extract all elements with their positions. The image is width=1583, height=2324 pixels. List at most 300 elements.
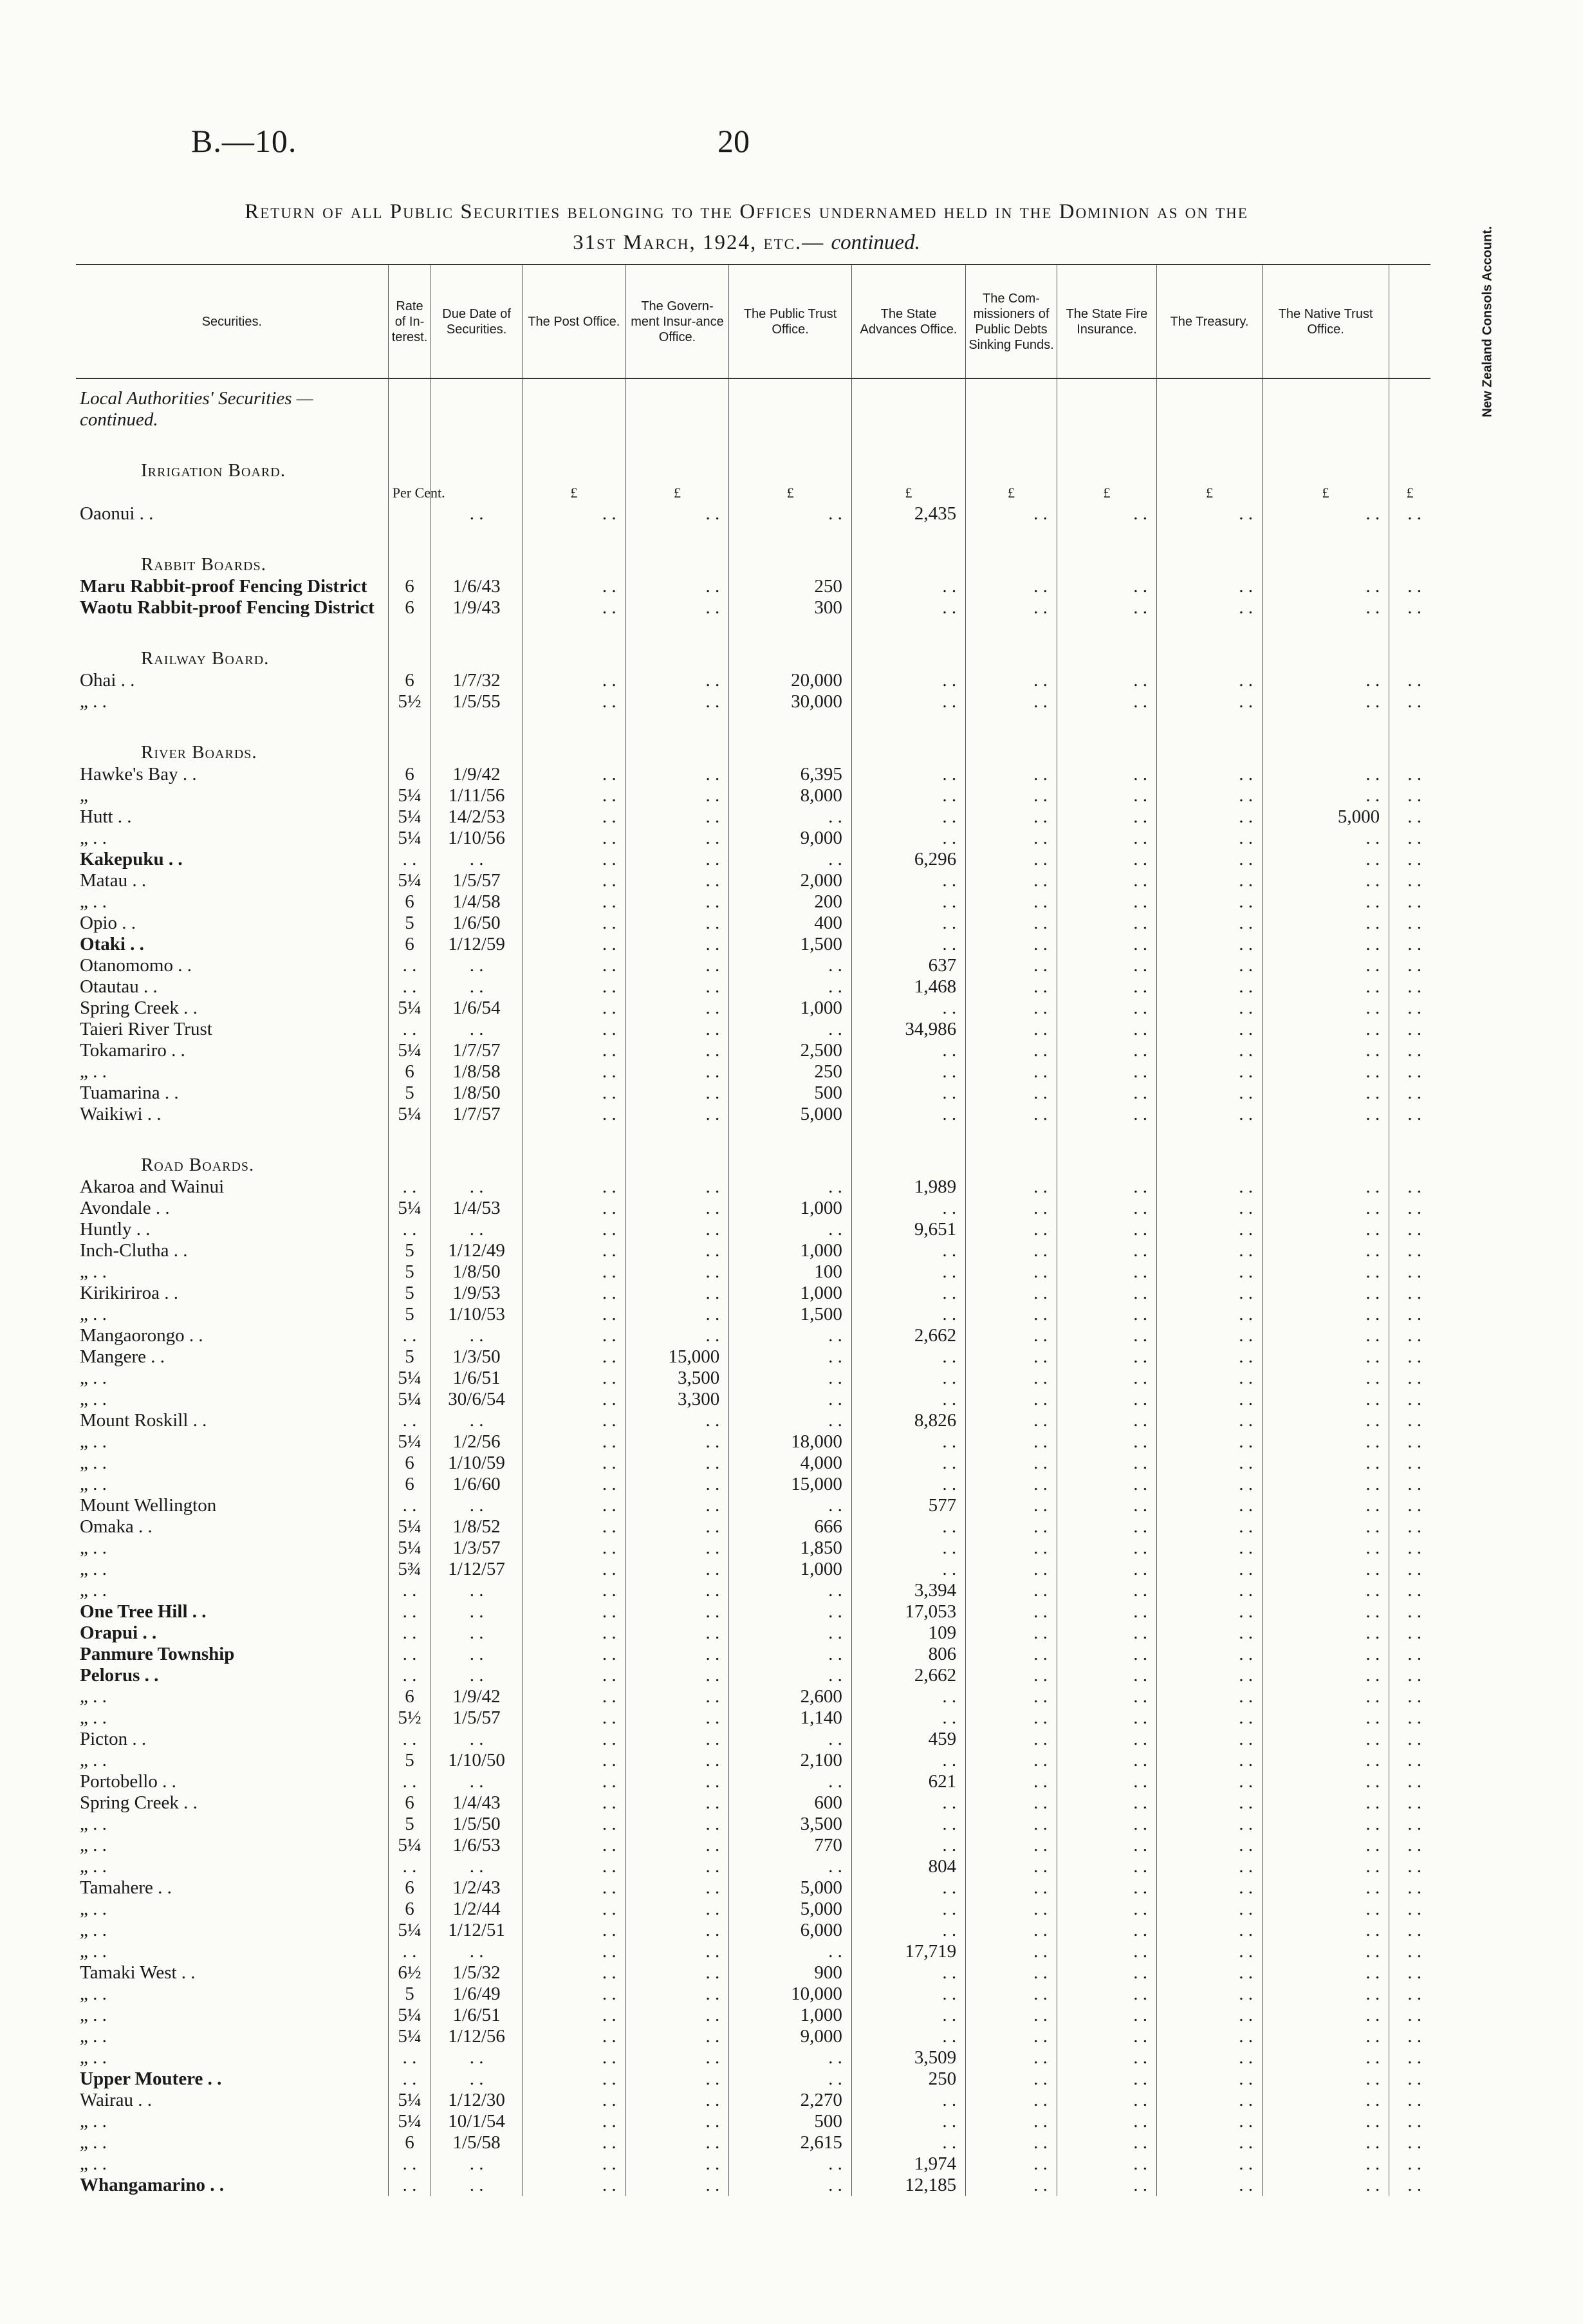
- cell-due: 14/2/53: [431, 806, 523, 828]
- cell-statefire: . .: [1057, 1495, 1156, 1516]
- cell-security: „ . .: [80, 2111, 107, 2132]
- cell-stateadv: 3,509: [851, 2047, 965, 2068]
- cell-due: 1/11/56: [431, 785, 523, 806]
- cell-statefire: . .: [1057, 1835, 1156, 1856]
- cell-security: Ohai . .: [80, 670, 135, 691]
- cell-treasury: . .: [1156, 1240, 1262, 1261]
- column-header-public-trust: The Public Trust Office.: [729, 265, 852, 378]
- cell-treasury: . .: [1156, 976, 1262, 998]
- cell-stateadv: 2,435: [851, 503, 965, 525]
- cell-pubtrust: . .: [729, 1389, 852, 1410]
- table-row: [76, 1325, 1430, 1346]
- cell-pubtrust: . .: [729, 1941, 852, 1962]
- units-cell-currency: £: [851, 482, 965, 503]
- cell-security: „ . .: [80, 1686, 107, 1707]
- cell-rate: 5¼: [388, 2005, 430, 2026]
- cell-stateadv: . .: [851, 1750, 965, 1771]
- cell-commissioners: . .: [966, 785, 1057, 806]
- cell-native: . .: [1262, 828, 1389, 849]
- empty-cell: [431, 378, 523, 431]
- cell-post: . .: [523, 976, 626, 998]
- cell-post: . .: [523, 1261, 626, 1283]
- cell-commissioners: . .: [966, 849, 1057, 870]
- cell-post: . .: [523, 1474, 626, 1495]
- cell-security: „ . .: [80, 1474, 107, 1494]
- cell-post: . .: [523, 891, 626, 913]
- cell-post: . .: [523, 1516, 626, 1538]
- cell-native: . .: [1262, 1083, 1389, 1104]
- cell-govins: . .: [625, 597, 729, 618]
- cell-pubtrust: 1,000: [729, 1198, 852, 1219]
- cell-pubtrust: 600: [729, 1792, 852, 1814]
- cell-security: Taieri River Trust: [80, 1019, 212, 1039]
- cell-stateadv: . .: [851, 1040, 965, 1061]
- cell-native: . .: [1262, 1410, 1389, 1431]
- cell-security: „ . .: [80, 1750, 107, 1771]
- cell-native: . .: [1262, 976, 1389, 998]
- cell-govins: . .: [625, 1538, 729, 1559]
- cell-statefire: . .: [1057, 1538, 1156, 1559]
- cell-stateadv: . .: [851, 670, 965, 691]
- cell-statefire: . .: [1057, 1410, 1156, 1431]
- cell-security: Mangere . .: [80, 1346, 165, 1367]
- cell-pubtrust: . .: [729, 955, 852, 976]
- cell-security: „ . .: [80, 1814, 107, 1834]
- cell-commissioners: . .: [966, 1083, 1057, 1104]
- cell-stateadv: 1,974: [851, 2153, 965, 2175]
- cell-pubtrust: 5,000: [729, 1899, 852, 1920]
- cell-post: . .: [523, 1601, 626, 1622]
- cell-due: 1/6/49: [431, 1984, 523, 2005]
- cell-post: . .: [523, 1729, 626, 1750]
- cell-security: „ . .: [80, 2005, 107, 2025]
- cell-native: . .: [1262, 1877, 1389, 1899]
- cell-due: 1/9/42: [431, 764, 523, 785]
- cell-stateadv: . .: [851, 1792, 965, 1814]
- cell-statefire: . .: [1057, 2090, 1156, 2111]
- table-header-row: [76, 265, 1430, 378]
- cell-statefire: . .: [1057, 870, 1156, 891]
- cell-rate: 6: [388, 670, 430, 691]
- table-row: [76, 2153, 1430, 2175]
- cell-rate: 5¼: [388, 1538, 430, 1559]
- cell-security: Tokamariro . .: [80, 1040, 185, 1061]
- cell-commissioners: . .: [966, 1389, 1057, 1410]
- section-row: [76, 378, 1430, 431]
- cell-security: Huntly . .: [80, 1219, 151, 1240]
- cell-native: . .: [1262, 1346, 1389, 1368]
- cell-treasury: . .: [1156, 1516, 1262, 1538]
- cell-consols: . .: [1389, 2047, 1430, 2068]
- cell-statefire: . .: [1057, 1083, 1156, 1104]
- cell-native: . .: [1262, 998, 1389, 1019]
- cell-rate: 5: [388, 1984, 430, 2005]
- cell-commissioners: . .: [966, 1474, 1057, 1495]
- cell-consols: . .: [1389, 976, 1430, 998]
- empty-cell: [851, 618, 965, 670]
- cell-commissioners: . .: [966, 1538, 1057, 1559]
- cell-govins: . .: [625, 1019, 729, 1040]
- cell-treasury: . .: [1156, 1814, 1262, 1835]
- cell-govins: . .: [625, 1040, 729, 1061]
- column-header-consols: [1389, 225, 1495, 418]
- table-row: [76, 806, 1430, 828]
- cell-security: Pelorus . .: [80, 1665, 159, 1686]
- cell-commissioners: . .: [966, 891, 1057, 913]
- cell-stateadv: 9,651: [851, 1219, 965, 1240]
- table-row: [76, 1920, 1430, 1941]
- empty-cell: [1057, 1125, 1156, 1176]
- cell-native: . .: [1262, 1104, 1389, 1125]
- cell-native: . .: [1262, 1389, 1389, 1410]
- cell-due: 1/12/57: [431, 1559, 523, 1580]
- cell-consols: . .: [1389, 597, 1430, 618]
- cell-rate: . .: [388, 1644, 430, 1665]
- table-row: [76, 1219, 1430, 1240]
- empty-cell: [431, 1125, 523, 1176]
- table-row: [76, 1750, 1430, 1771]
- cell-commissioners: . .: [966, 1835, 1057, 1856]
- cell-due: 1/6/51: [431, 2005, 523, 2026]
- cell-govins: . .: [625, 806, 729, 828]
- cell-treasury: . .: [1156, 1083, 1262, 1104]
- cell-pubtrust: 2,500: [729, 1040, 852, 1061]
- cell-commissioners: . .: [966, 2090, 1057, 2111]
- cell-post: . .: [523, 1984, 626, 2005]
- cell-pubtrust: 1,000: [729, 1240, 852, 1261]
- table-row: [76, 1104, 1430, 1125]
- cell-rate: . .: [388, 2153, 430, 2175]
- cell-rate: . .: [388, 976, 430, 998]
- cell-security: Otautau . .: [80, 976, 158, 997]
- cell-commissioners: . .: [966, 1792, 1057, 1814]
- cell-statefire: . .: [1057, 1453, 1156, 1474]
- table-row: [76, 1707, 1430, 1729]
- page-number: 20: [717, 123, 750, 159]
- cell-native: . .: [1262, 691, 1389, 712]
- cell-consols: . .: [1389, 1474, 1430, 1495]
- cell-due: 1/7/57: [431, 1104, 523, 1125]
- table-row: [76, 1941, 1430, 1962]
- cell-commissioners: . .: [966, 1495, 1057, 1516]
- cell-pubtrust: 1,500: [729, 1304, 852, 1325]
- cell-commissioners: . .: [966, 1104, 1057, 1125]
- section-row: [76, 525, 1430, 576]
- cell-rate: 5: [388, 1814, 430, 1835]
- cell-stateadv: 6,296: [851, 849, 965, 870]
- table-row: [76, 955, 1430, 976]
- cell-post: . .: [523, 1665, 626, 1686]
- cell-treasury: . .: [1156, 913, 1262, 934]
- empty-cell: [625, 1125, 729, 1176]
- cell-native: . .: [1262, 1665, 1389, 1686]
- cell-post: . .: [523, 1040, 626, 1061]
- cell-pubtrust: . .: [729, 1644, 852, 1665]
- cell-stateadv: 17,053: [851, 1601, 965, 1622]
- cell-treasury: . .: [1156, 1219, 1262, 1240]
- cell-consols: . .: [1389, 1686, 1430, 1707]
- cell-stateadv: . .: [851, 870, 965, 891]
- cell-security: „ . .: [80, 1920, 107, 1940]
- cell-pubtrust: 3,500: [729, 1814, 852, 1835]
- cell-post: . .: [523, 1304, 626, 1325]
- cell-post: . .: [523, 1750, 626, 1771]
- column-header-native-trust: The Native Trust Office.: [1262, 265, 1389, 378]
- cell-due: . .: [431, 1644, 523, 1665]
- cell-native: . .: [1262, 1559, 1389, 1580]
- cell-treasury: . .: [1156, 849, 1262, 870]
- empty-cell: [966, 378, 1057, 431]
- cell-consols: . .: [1389, 2175, 1430, 2196]
- cell-statefire: . .: [1057, 934, 1156, 955]
- cell-native: . .: [1262, 1040, 1389, 1061]
- units-cell-currency: £: [729, 482, 852, 503]
- cell-commissioners: . .: [966, 576, 1057, 597]
- cell-security: „: [80, 785, 88, 806]
- cell-pubtrust: 10,000: [729, 1984, 852, 2005]
- cell-security: Wairau . .: [80, 2090, 153, 2110]
- cell-govins: . .: [625, 955, 729, 976]
- cell-native: . .: [1262, 913, 1389, 934]
- cell-consols: . .: [1389, 764, 1430, 785]
- cell-security: Tuamarina . .: [80, 1083, 179, 1103]
- cell-due: . .: [431, 1856, 523, 1877]
- cell-pubtrust: 5,000: [729, 1104, 852, 1125]
- cell-statefire: . .: [1057, 1729, 1156, 1750]
- cell-security: „ . .: [80, 828, 107, 848]
- empty-cell: [1057, 525, 1156, 576]
- cell-rate: . .: [388, 1601, 430, 1622]
- empty-cell: [966, 618, 1057, 670]
- cell-post: . .: [523, 1410, 626, 1431]
- cell-treasury: . .: [1156, 764, 1262, 785]
- cell-consols: . .: [1389, 1899, 1430, 1920]
- cell-treasury: . .: [1156, 1962, 1262, 1984]
- cell-statefire: . .: [1057, 1707, 1156, 1729]
- cell-native: . .: [1262, 2111, 1389, 2132]
- empty-cell: [1156, 1125, 1262, 1176]
- cell-post: . .: [523, 1580, 626, 1601]
- cell-treasury: . .: [1156, 1431, 1262, 1453]
- cell-statefire: . .: [1057, 1856, 1156, 1877]
- cell-commissioners: . .: [966, 1686, 1057, 1707]
- cell-commissioners: . .: [966, 1325, 1057, 1346]
- cell-consols: . .: [1389, 2132, 1430, 2153]
- cell-rate: 5¼: [388, 998, 430, 1019]
- cell-govins: . .: [625, 1559, 729, 1580]
- cell-due: 1/9/53: [431, 1283, 523, 1304]
- cell-consols: . .: [1389, 785, 1430, 806]
- cell-stateadv: 806: [851, 1644, 965, 1665]
- cell-security: „ . .: [80, 1061, 107, 1082]
- cell-commissioners: . .: [966, 1219, 1057, 1240]
- empty-cell: [1262, 1125, 1389, 1176]
- table-row: [76, 1368, 1430, 1389]
- units-cell-currency: £: [1156, 482, 1262, 503]
- cell-rate: 5¼: [388, 828, 430, 849]
- cell-stateadv: . .: [851, 998, 965, 1019]
- cell-due: 1/5/55: [431, 691, 523, 712]
- cell-security: „ . .: [80, 1559, 107, 1579]
- cell-commissioners: . .: [966, 1368, 1057, 1389]
- empty-cell: [729, 525, 852, 576]
- empty-cell: [431, 525, 523, 576]
- cell-govins: . .: [625, 1104, 729, 1125]
- cell-consols: . .: [1389, 1219, 1430, 1240]
- cell-consols: . .: [1389, 1410, 1430, 1431]
- cell-post: . .: [523, 1707, 626, 1729]
- table-row: [76, 2026, 1430, 2047]
- cell-consols: . .: [1389, 1240, 1430, 1261]
- cell-commissioners: . .: [966, 1622, 1057, 1644]
- cell-stateadv: . .: [851, 1474, 965, 1495]
- table-row: [76, 934, 1430, 955]
- empty-cell: [851, 712, 965, 764]
- cell-treasury: . .: [1156, 1941, 1262, 1962]
- cell-stateadv: . .: [851, 1538, 965, 1559]
- cell-rate: 6: [388, 2132, 430, 2153]
- cell-consols: . .: [1389, 1984, 1430, 2005]
- cell-pubtrust: 100: [729, 1261, 852, 1283]
- section-heading-label: Irrigation Board.: [141, 460, 286, 481]
- cell-security: Upper Moutere . .: [80, 2068, 222, 2089]
- cell-security: „ . .: [80, 1984, 107, 2004]
- cell-stateadv: . .: [851, 891, 965, 913]
- cell-commissioners: . .: [966, 1261, 1057, 1283]
- cell-rate: . .: [388, 1580, 430, 1601]
- cell-commissioners: . .: [966, 1431, 1057, 1453]
- column-header-consols-text: New Zealand Consols Account.: [1480, 225, 1495, 418]
- cell-due: 1/12/30: [431, 2090, 523, 2111]
- cell-post: . .: [523, 785, 626, 806]
- section-row: [76, 1125, 1430, 1176]
- cell-due: 1/6/53: [431, 1835, 523, 1856]
- cell-pubtrust: . .: [729, 1601, 852, 1622]
- cell-due: 1/7/57: [431, 1040, 523, 1061]
- cell-rate: . .: [388, 1941, 430, 1962]
- cell-post: . .: [523, 870, 626, 891]
- cell-due: 1/12/49: [431, 1240, 523, 1261]
- empty-cell: [523, 525, 626, 576]
- cell-post: . .: [523, 1389, 626, 1410]
- empty-cell: [1262, 378, 1389, 431]
- cell-consols: . .: [1389, 870, 1430, 891]
- table-row: [76, 1431, 1430, 1453]
- cell-security: Orapui . .: [80, 1622, 157, 1643]
- table-row: [76, 1019, 1430, 1040]
- table-row: [76, 1516, 1430, 1538]
- cell-statefire: . .: [1057, 998, 1156, 1019]
- cell-stateadv: . .: [851, 1877, 965, 1899]
- cell-consols: . .: [1389, 1622, 1430, 1644]
- cell-due: . .: [431, 1771, 523, 1792]
- cell-pubtrust: 1,000: [729, 1283, 852, 1304]
- cell-due: 1/6/54: [431, 998, 523, 1019]
- cell-native: . .: [1262, 2090, 1389, 2111]
- cell-post: . .: [523, 1920, 626, 1941]
- cell-pubtrust: 30,000: [729, 691, 852, 712]
- table-row: [76, 1814, 1430, 1835]
- cell-pubtrust: 500: [729, 1083, 852, 1104]
- cell-pubtrust: 6,395: [729, 764, 852, 785]
- cell-due: 1/3/57: [431, 1538, 523, 1559]
- cell-treasury: . .: [1156, 670, 1262, 691]
- cell-commissioners: . .: [966, 1814, 1057, 1835]
- cell-govins: . .: [625, 2026, 729, 2047]
- cell-stateadv: . .: [851, 1984, 965, 2005]
- cell-due: 1/8/58: [431, 1061, 523, 1083]
- cell-pubtrust: . .: [729, 1495, 852, 1516]
- cell-statefire: . .: [1057, 1601, 1156, 1622]
- table-row: [76, 1198, 1430, 1219]
- cell-native: . .: [1262, 1368, 1389, 1389]
- cell-security: Matau . .: [80, 870, 147, 891]
- cell-rate: . .: [388, 1410, 430, 1431]
- cell-stateadv: . .: [851, 1453, 965, 1474]
- cell-treasury: . .: [1156, 2175, 1262, 2196]
- cell-govins: . .: [625, 691, 729, 712]
- cell-post: . .: [523, 1176, 626, 1198]
- empty-cell: [1389, 525, 1430, 576]
- cell-consols: . .: [1389, 1877, 1430, 1899]
- cell-consols: . .: [1389, 891, 1430, 913]
- empty-cell: [625, 712, 729, 764]
- cell-pubtrust: 2,000: [729, 870, 852, 891]
- units-cell-currency: £: [1389, 482, 1430, 503]
- cell-govins: . .: [625, 2132, 729, 2153]
- cell-commissioners: . .: [966, 1304, 1057, 1325]
- cell-security: Mangaorongo . .: [80, 1325, 203, 1346]
- cell-pubtrust: . .: [729, 1019, 852, 1040]
- cell-due: 1/2/44: [431, 1899, 523, 1920]
- cell-govins: . .: [625, 1920, 729, 1941]
- cell-govins: . .: [625, 1198, 729, 1219]
- cell-govins: . .: [625, 976, 729, 998]
- cell-pubtrust: . .: [729, 503, 852, 525]
- table-row: [76, 785, 1430, 806]
- cell-native: . .: [1262, 1474, 1389, 1495]
- cell-statefire: . .: [1057, 1304, 1156, 1325]
- cell-treasury: . .: [1156, 1729, 1262, 1750]
- cell-pubtrust: . .: [729, 2175, 852, 2196]
- cell-govins: . .: [625, 1580, 729, 1601]
- cell-due: . .: [431, 2153, 523, 2175]
- cell-stateadv: 621: [851, 1771, 965, 1792]
- cell-post: . .: [523, 2047, 626, 2068]
- cell-commissioners: . .: [966, 998, 1057, 1019]
- cell-rate: . .: [388, 1495, 430, 1516]
- cell-due: 1/6/50: [431, 913, 523, 934]
- table-row: [76, 828, 1430, 849]
- cell-pubtrust: 1,000: [729, 2005, 852, 2026]
- cell-treasury: . .: [1156, 1198, 1262, 1219]
- cell-stateadv: . .: [851, 1707, 965, 1729]
- cell-commissioners: . .: [966, 1198, 1057, 1219]
- cell-consols: . .: [1389, 828, 1430, 849]
- cell-due: . .: [431, 2047, 523, 2068]
- empty-cell: [523, 1125, 626, 1176]
- cell-stateadv: 2,662: [851, 1325, 965, 1346]
- empty-cell: [625, 525, 729, 576]
- cell-consols: . .: [1389, 913, 1430, 934]
- cell-govins: . .: [625, 1325, 729, 1346]
- cell-statefire: . .: [1057, 1346, 1156, 1368]
- cell-consols: . .: [1389, 2026, 1430, 2047]
- table-row: [76, 1040, 1430, 1061]
- cell-pubtrust: . .: [729, 1368, 852, 1389]
- cell-pubtrust: . .: [729, 1219, 852, 1240]
- cell-commissioners: . .: [966, 503, 1057, 525]
